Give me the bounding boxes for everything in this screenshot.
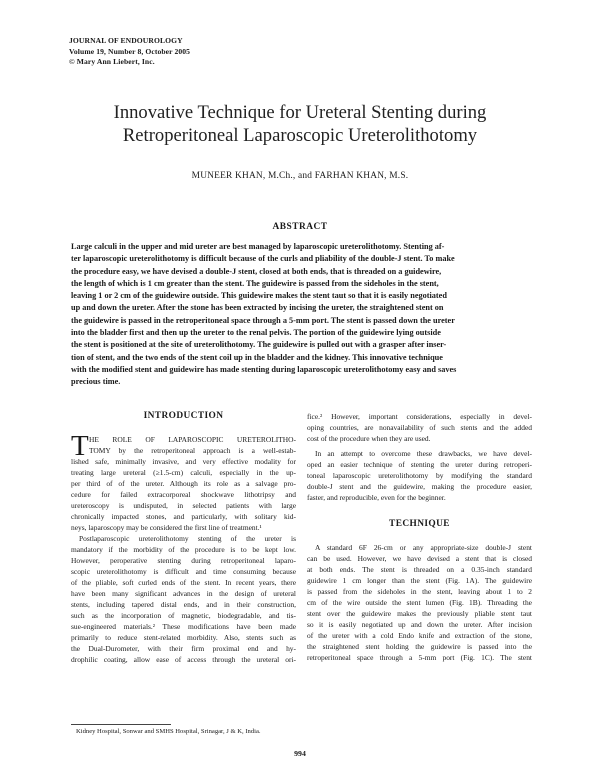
- technique-line: stent over the guidewire makes the previously pliable stent taut: [307, 609, 532, 618]
- abstract-line: Large calculi in the upper and mid ureter are best managed by laparoscopic ureterolithotomy. Stenting af-: [71, 242, 445, 251]
- intro-cont-line: faster, and reproducible, even for the beginner.: [307, 493, 446, 502]
- abstract-line: leaving 1 or 2 cm of the guidewire outside. This guidewire makes the stent taut so that it is easily negotiated: [71, 291, 447, 301]
- intro-dropcap: T: [71, 430, 89, 462]
- abstract-body: [71, 241, 532, 389]
- affiliation-footnote: Kidney Hospital, Sonwar and SMHS Hospital, Srinagar, J & K, India.: [76, 728, 261, 735]
- intro-line: mandatory if the morbidity of the procedure is to be kept low.: [71, 545, 296, 554]
- intro-line: stents, including tapered distal ends, and in their construction,: [71, 600, 296, 609]
- journal-copyright: © Mary Ann Liebert, Inc.: [69, 57, 155, 67]
- abstract-line: the stent is positioned at the site of ureterolithotomy. The guidewire is pulled out with a grasper after inser-: [71, 340, 447, 350]
- intro-cont-line: double-J stent and the guidewire, making the procedure easier,: [307, 482, 532, 491]
- abstract-line: into the bladder first and then up the ureter to the renal pelvis. The portion of the guidewire lying outside: [71, 328, 441, 338]
- journal-header: [69, 36, 190, 68]
- introduction-heading: INTRODUCTION: [143, 411, 224, 421]
- article-title: [60, 101, 540, 147]
- journal-issue: Volume 19, Number 8, October 2005: [69, 46, 191, 56]
- technique-line: is passed from the sideholes in the stent, leaving about 1 to 2: [307, 587, 532, 596]
- intro-line: TOMY by the retroperitoneal approach is a well-estab-: [89, 446, 296, 455]
- journal-name: JOURNAL OF ENDOUROLOGY: [69, 36, 183, 45]
- article-authors: MUNEER KHAN, M.Ch., and FARHAN KHAN, M.S.: [191, 171, 409, 181]
- intro-line: However, peroperative stenting during retroperitoneal laparo-: [71, 556, 296, 565]
- intro-line: primarily to reduce stent-related morbidity. Also, stents such as: [71, 633, 296, 642]
- title-line: Innovative Technique for Ureteral Stenting during: [113, 102, 487, 123]
- abstract-line: tion of stent, and the two ends of the stent coil up in the bladder and the kidney. This innovative technique: [71, 352, 443, 362]
- intro-line: lished safe, minimally invasive, and very effective modality for: [71, 457, 296, 466]
- intro-line: drophilic coating, allow ease of access through the ureteral ori-: [71, 655, 296, 664]
- abstract-line: up and down the ureter. After the stone has been extracted by incising the ureter, the straightened stent on: [71, 303, 444, 313]
- technique-line: cm of the wire outside the stent lumen (Fig. 1B). Threading the: [307, 598, 532, 607]
- technique-line: retroperitoneal space through a 5-mm port (Fig. 1C). The stent: [307, 653, 532, 662]
- technique-line: guidewire 1 cm longer than the stent (Fig. 1A). The guidewire: [307, 576, 532, 585]
- technique-line: of the ureter with a cold Endo knife and extraction of the stone,: [307, 631, 532, 640]
- intro-line: per third of of the ureter. Although its role as a salvage pro-: [71, 479, 296, 488]
- intro-line: sue-engineered materials.² These modifications have been made: [71, 622, 296, 631]
- technique-line: so it is easily negotiated up and down the ureter. After incision: [307, 620, 532, 629]
- intro-cont-line: oped an easier technique of stenting the ureter during retroperi-: [307, 460, 532, 469]
- intro-cont-line: In an attempt to overcome these drawbacks, we have devel-: [315, 449, 532, 458]
- intro-cont-line: oping countries, are nonavailability of such stents and the added: [307, 423, 532, 432]
- technique-heading: TECHNIQUE: [389, 519, 450, 529]
- technique-line: A standard 6F 26-cm or any appropriate-size double-J stent: [315, 543, 532, 552]
- abstract-line: ter laparoscopic ureterolithotomy is difficult because of the curls and pliability of the double-J stent. To make: [71, 254, 455, 264]
- intro-line: HE ROLE OF LAPAROSCOPIC URETEROLITHO-: [89, 435, 296, 444]
- intro-cont-line: cost of the procedure when they are used.: [307, 434, 431, 443]
- intro-line: the Dual-Durometer, with their firm proximal end and hy-: [71, 644, 296, 653]
- intro-line: scopic ureterolithotomy is difficult and time consuming because: [71, 567, 296, 576]
- abstract-line: precious time.: [71, 377, 121, 387]
- abstract-heading: ABSTRACT: [272, 222, 328, 232]
- technique-line: the straightened stent holding the guidewire is passed into the: [307, 642, 532, 651]
- footnote-divider: [71, 724, 171, 725]
- technique-line: at both ends. The stent is threaded on a 0.35-inch standard: [307, 565, 532, 574]
- intro-line: ureteroscopy is undisputed, in selected patients with large: [71, 501, 296, 510]
- intro-line: such as the incorporation of magnetic, biodegradable, and tis-: [71, 611, 296, 620]
- abstract-line: the procedure easy, we have devised a double-J stent, closed at both ends, that is threaded on a guidewire,: [71, 266, 442, 276]
- intro-line: neys, laparoscopy may be considered the first line of treatment.¹: [71, 523, 262, 532]
- intro-line: have been many significant advances in the design of ureteral: [71, 589, 296, 598]
- intro-cont-line: toneal laparoscopic ureterolithotomy by modifying the standard: [307, 471, 532, 480]
- title-line: Retroperitoneal Laparoscopic Ureterolithotomy: [122, 125, 478, 146]
- intro-line: Postlaparoscopic ureterolithotomy stenting of the ureter is: [79, 534, 296, 543]
- intro-line: cedure for failed extracorporeal shockwave lithotripsy and: [71, 490, 296, 499]
- page-number: 994: [294, 749, 306, 758]
- intro-line: treating large ureteral (≥1.5-cm) calculi, especially in the up-: [71, 468, 296, 477]
- technique-line: can be used. However, we have devised a stent that is closed: [307, 554, 532, 563]
- intro-line: chronically impacted stones, and particularly, with solitary kid-: [71, 512, 296, 521]
- abstract-line: the length of which is 1 cm greater than the stent. The guidewire is passed from the sideholes in the stent,: [71, 278, 439, 288]
- intro-line: of the pliable, soft curled ends of the stent. In recent years, there: [71, 578, 296, 587]
- abstract-line: the guidewire is passed in the retroperitoneal space through a 5-mm port. The stent is passed down the ureter: [71, 315, 455, 325]
- intro-cont-line: fice.² However, important considerations, especially in devel-: [307, 412, 532, 421]
- abstract-line: with the modified stent and guidewire has made stenting during laparoscopic ureterolithotomy easy and saves: [71, 364, 457, 374]
